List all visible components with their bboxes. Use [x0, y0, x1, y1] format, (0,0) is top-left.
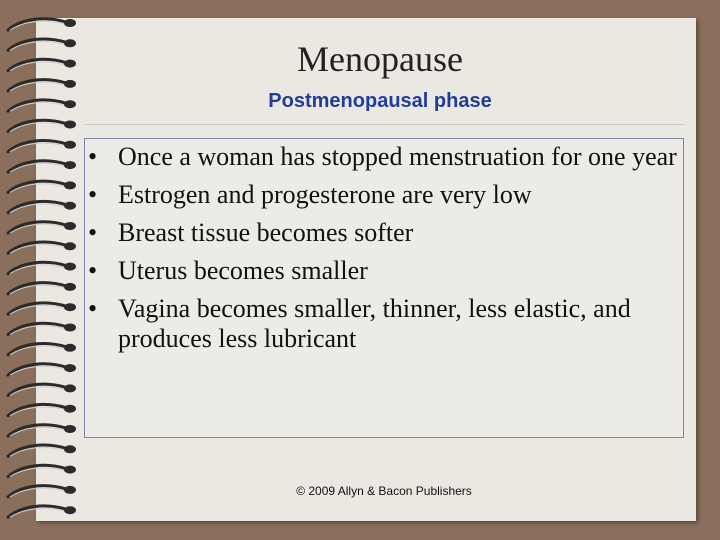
bullet-icon: • — [88, 256, 98, 285]
bullet-icon: • — [88, 142, 98, 171]
page-subtitle: Postmenopausal phase — [268, 90, 492, 112]
bullet-icon: • — [88, 218, 98, 247]
page-title: Menopause — [297, 39, 463, 79]
bullet-text: Uterus becomes smaller — [118, 256, 368, 285]
footer-copyright: © 2009 Allyn & Bacon Publishers — [296, 484, 472, 498]
list-item — [88, 256, 678, 286]
bullet-text: Estrogen and progesterone are very low — [118, 180, 532, 209]
list-item — [88, 218, 678, 248]
bullet-icon: • — [88, 180, 98, 209]
divider — [84, 124, 685, 125]
bullet-text: Breast tissue becomes softer — [118, 218, 414, 247]
spiral-binding-icon — [4, 14, 84, 524]
list-item — [88, 294, 678, 354]
list-item — [88, 142, 678, 172]
bullet-icon: • — [88, 294, 98, 323]
list-item — [88, 180, 678, 210]
bullet-list — [88, 142, 678, 362]
bullet-text: Vagina becomes smaller, thinner, less elastic, and produces less lubricant — [118, 294, 631, 353]
bullet-text: Once a woman has stopped menstruation for one year — [118, 142, 677, 171]
